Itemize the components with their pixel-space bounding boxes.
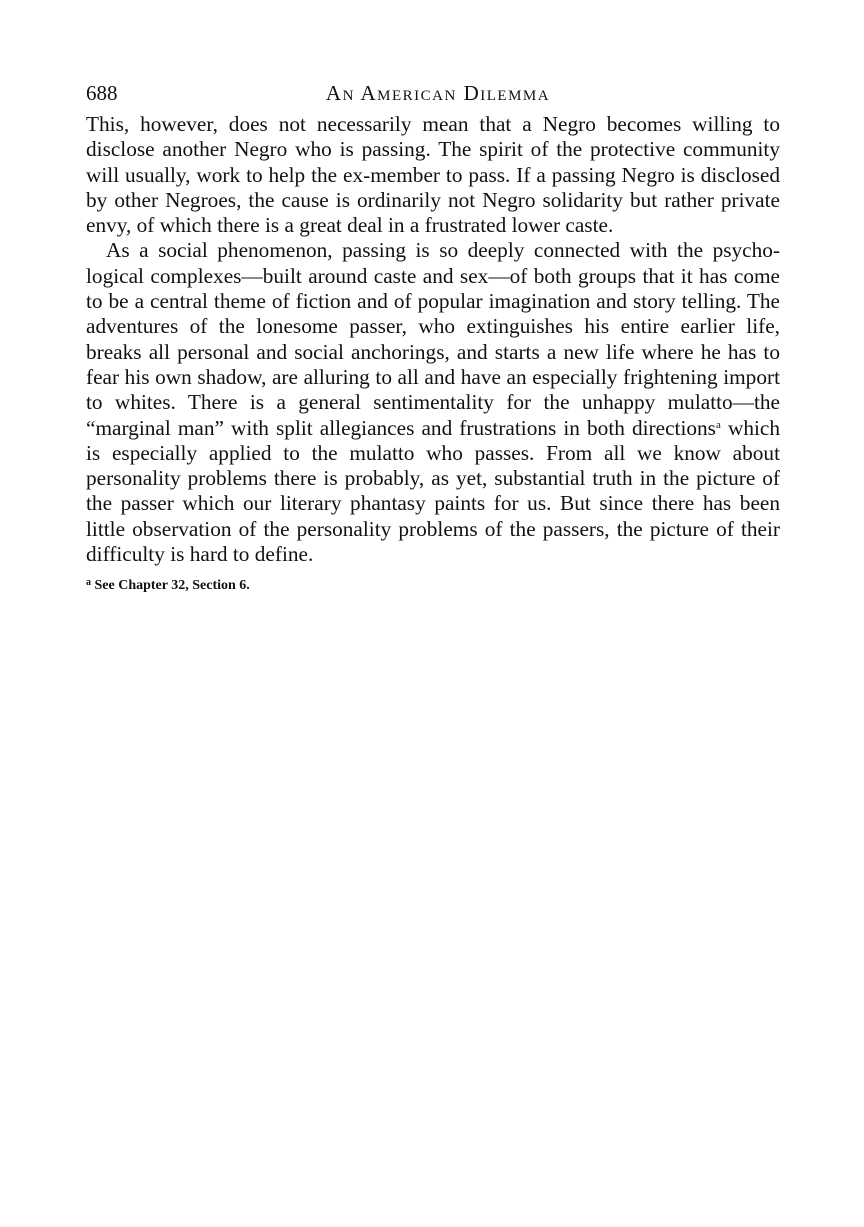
running-head <box>86 78 780 112</box>
footnote <box>86 577 780 595</box>
footnote-text: See Chapter 32, Section 6. <box>94 578 250 594</box>
page-number: 688 <box>86 81 118 105</box>
footnote-marker: a <box>86 577 91 589</box>
book-page <box>86 78 780 595</box>
body-paragraph-1: This, however, does not necessarily mean that a Negro becomes willing to disclose another Negro who is passing. The spirit of the protective community will usually, work to help the ex-member to pass. If a passing Negro is disclosed by other Negroes, the cause is ordinarily not Negro solidarity but rather private envy, of which there is a great deal in a frustrated lower caste. <box>86 112 780 238</box>
body-paragraph-2 <box>86 238 780 567</box>
book-title: An American Dilemma <box>325 81 551 105</box>
footnote-reference[interactable]: a <box>715 418 721 431</box>
paragraph-2-text-before-footnote: As a social phenomenon, passing is so deeply connected with the psychological complexes—built around caste and sex—of both groups that it has come to be a central theme of fiction and of popular imagination and story telling. The adventures of the lonesome passer, who extinguishes his entire earlier life, breaks all personal and social anchorings, and starts a new life where he has to fear his own shadow, are alluring to all and have an especially frightening import to whites. There is a general sentimentality for the unhappy mulatto—the “marginal man” with split allegiances and frustrations in both directions <box>86 238 780 440</box>
paragraph-2-text-after-footnote: which is especially applied to the mulatto who passes. From all we know about personality problems there is probably, as yet, substantial truth in the picture of the passer which our literary phantasy paints for us. But since there has been little observation of the personality problems of the passers, the picture of their difficulty is hard to define. <box>86 415 780 567</box>
